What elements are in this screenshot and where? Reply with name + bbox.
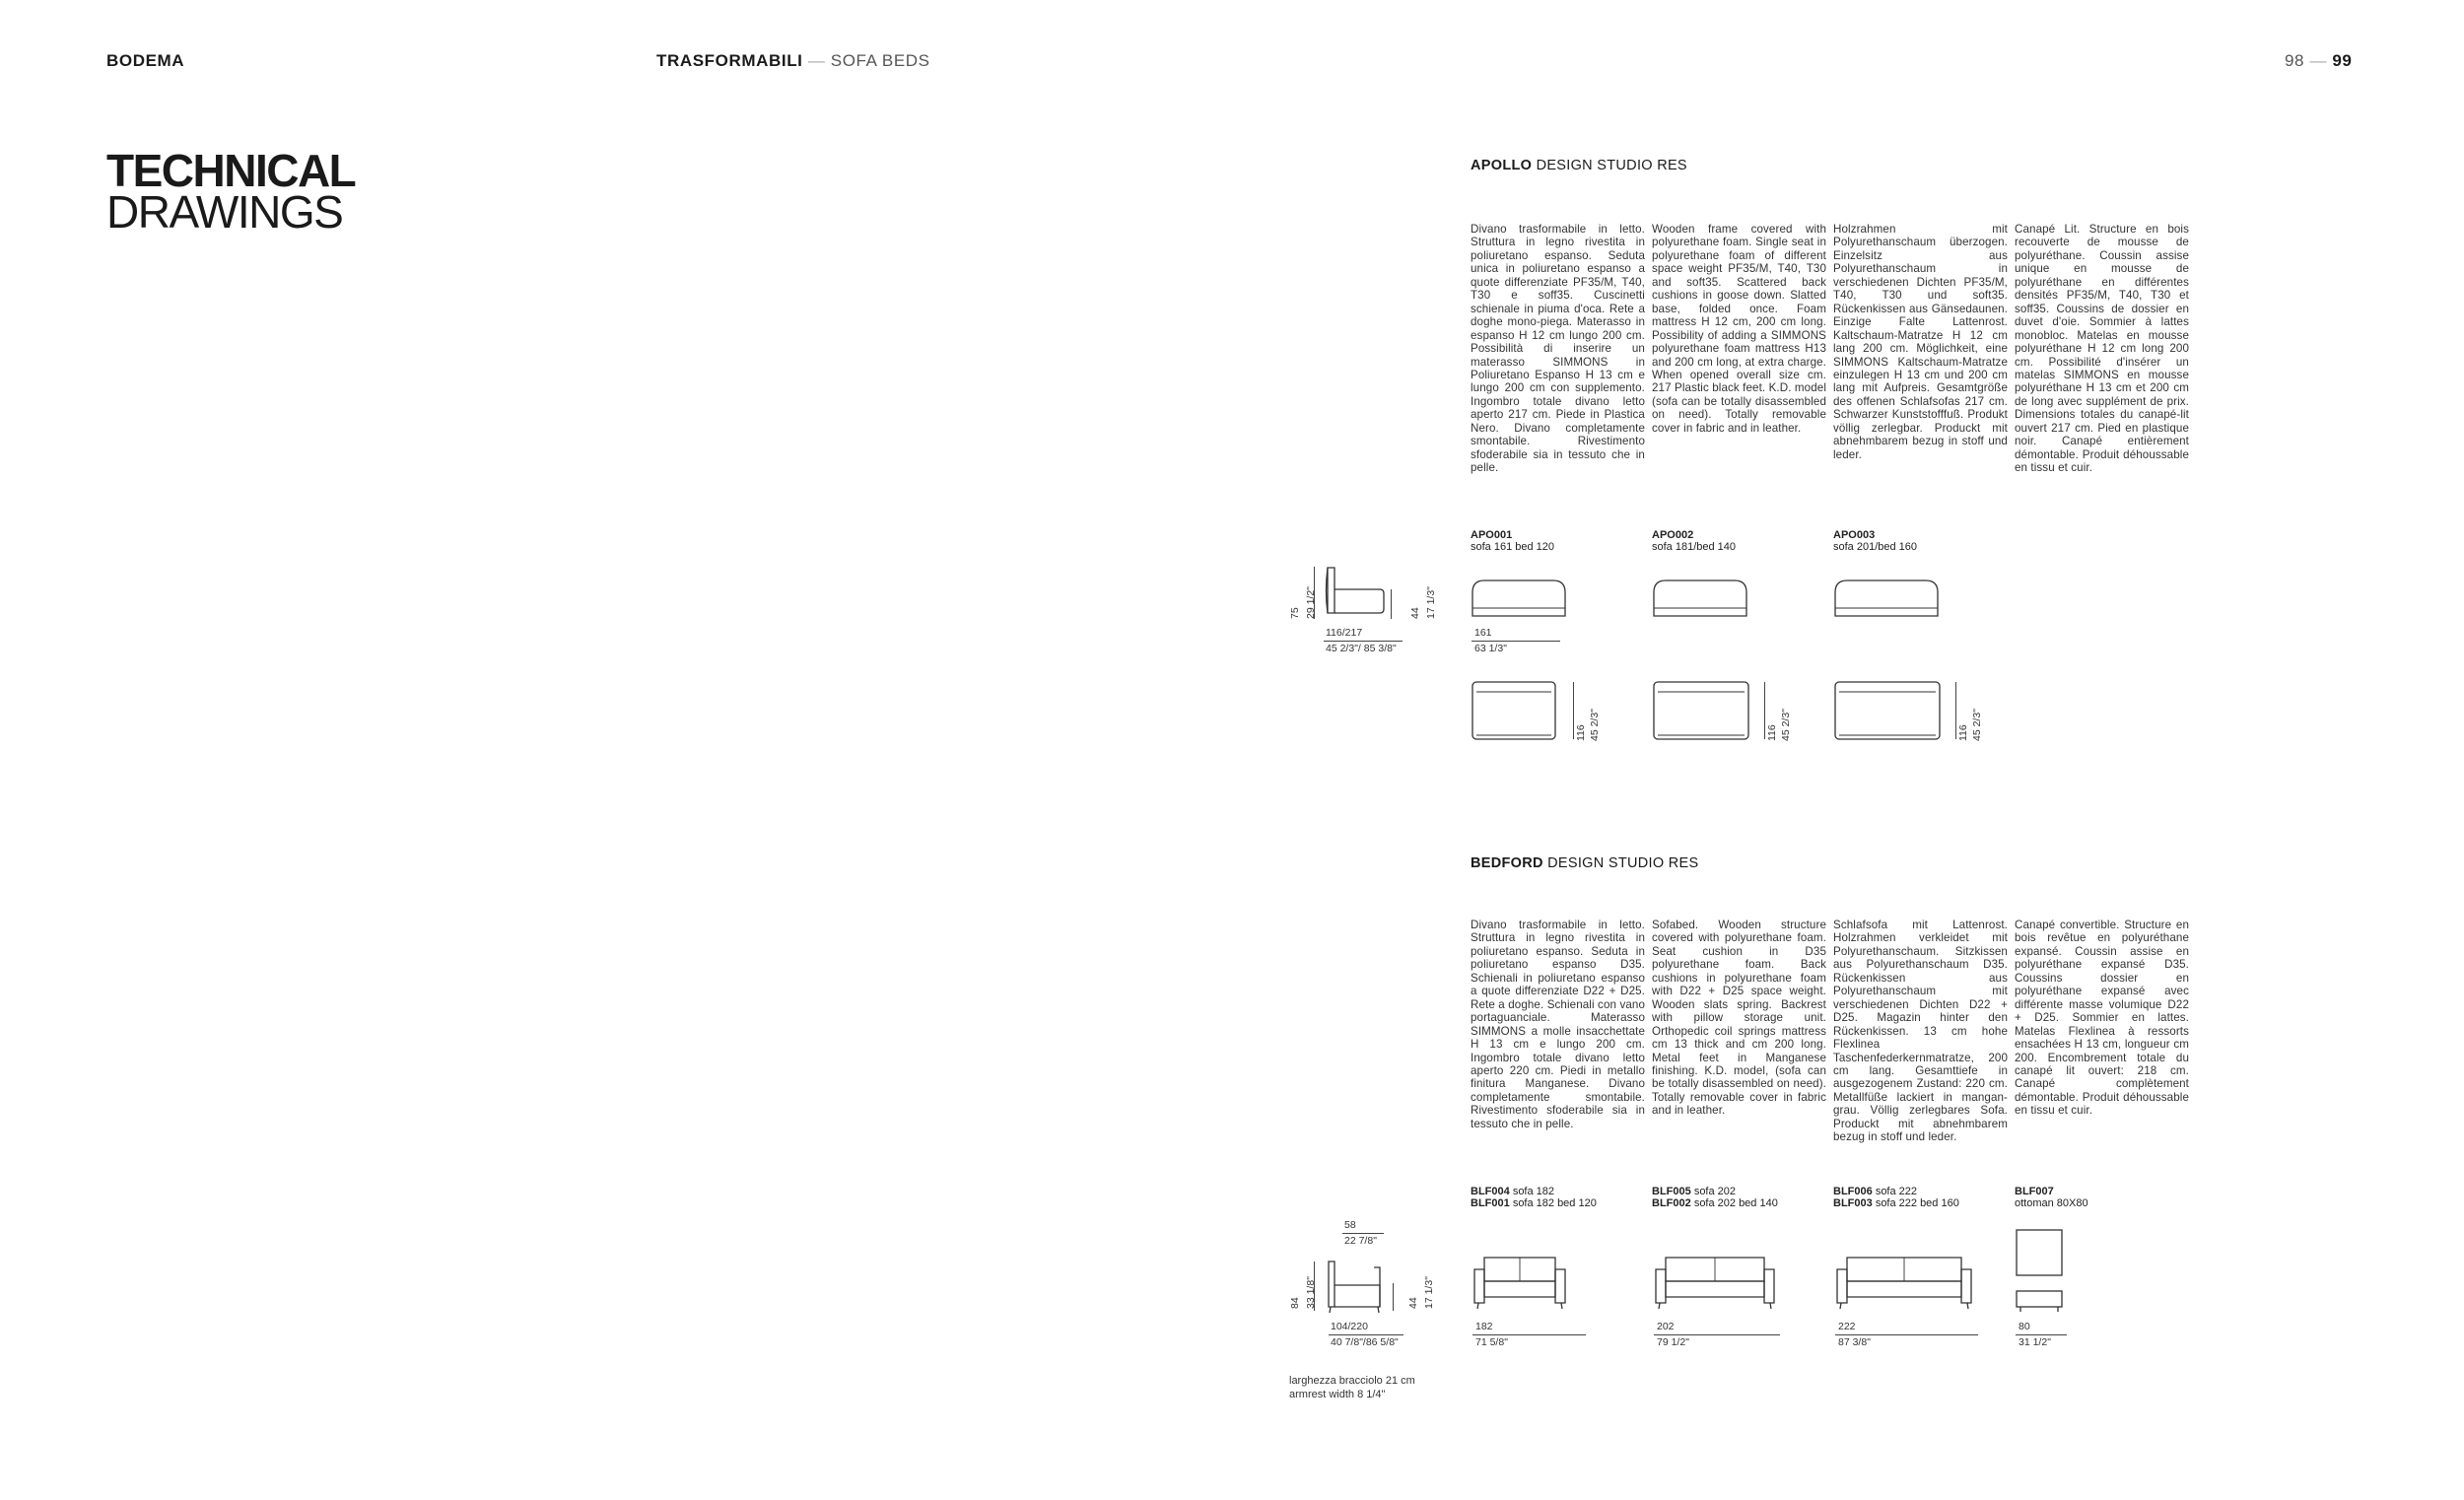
category-label: TRASFORMABILI bbox=[656, 51, 803, 70]
apollo-front-drawing-3 bbox=[1833, 577, 1942, 621]
bedford-width-2-in: 79 1/2" bbox=[1657, 1336, 1689, 1348]
apollo-side-depth: 116/217 bbox=[1326, 627, 1363, 639]
bedford-side-height-in: 33 1/8" bbox=[1305, 1276, 1317, 1309]
bedford-text-it: Divano trasformabile in letto. Struttura in legno rivestita in poliuretano espanso. Seduta in poliuretano espanso D35. Schienali in poliuretano espanso a quote differenziate D22 + D25. Rete a doghe. Schienali con vano portaguanciale. Materasso SIMMONS a molle insacchettate H 13 cm e lungo 200 cm. Ingombro totale divano letto aperto 220 cm. Piedi in metallo finitura Manganese. Divano completamente smontabile. Rivestimento sfoderabile sia in tessuto che in pelle. bbox=[1471, 919, 1645, 1130]
bedford-front-drawing-3 bbox=[1833, 1254, 1981, 1313]
bedford-model-3-desc2: sofa 222 bed 160 bbox=[1875, 1197, 1959, 1209]
bedford-ottoman-drawing bbox=[2015, 1228, 2074, 1317]
subcategory-label: SOFA BEDS bbox=[830, 51, 930, 70]
apollo-side-height-in: 29 1/2" bbox=[1305, 586, 1317, 619]
bedford-ottoman-desc: ottoman 80X80 bbox=[2015, 1197, 2088, 1209]
bedford-model-2-desc2: sofa 202 bed 140 bbox=[1693, 1197, 1778, 1209]
apollo-text-de: Holzrahmen mit Polyurethanschaum überzogen. Einzelsitz aus Polyurethanschaum in verschiedenen Dichten PF35/M, T40, T30 und soft35. Rückenkissen aus Gänsedaunen. Einzige Falte Lattenrost. Kaltschaum-Matratze H 12 cm lang 200 cm. Möglichkeit, eine SIMMONS Kaltschaum-Matratze einzulegen H 13 cm und 200 cm lang mit Aufpreis. Gesamtgröße des offenen Schlafsofas 217 cm. Schwarzer Kunststofffuß. Produkt völlig zerlegbar. Produckt mit abnehmbarem bezug in stoff und leder. bbox=[1833, 223, 2008, 461]
bedford-model-3-code2: BLF003 bbox=[1833, 1197, 1873, 1209]
apollo-designer: DESIGN STUDIO RES bbox=[1536, 158, 1687, 173]
apollo-top-drawing-1 bbox=[1471, 680, 1559, 743]
apollo-top-depth-1-in: 45 2/3" bbox=[1589, 709, 1601, 741]
apollo-top-depth-3-in: 45 2/3" bbox=[1971, 709, 1983, 741]
apollo-model-1-desc: sofa 161 bed 120 bbox=[1471, 541, 1555, 553]
bedford-armrest-it: larghezza bracciolo 21 cm bbox=[1289, 1375, 1415, 1387]
bedford-front-drawing-2 bbox=[1652, 1254, 1780, 1313]
bedford-model-3-desc1: sofa 222 bbox=[1875, 1186, 1918, 1197]
bedford-ottoman-width-in: 31 1/2" bbox=[2019, 1336, 2051, 1348]
bedford-model-3 bbox=[1833, 1186, 1959, 1209]
apollo-width: 161 bbox=[1474, 627, 1492, 639]
bedford-model-2 bbox=[1652, 1186, 1778, 1209]
apollo-front-drawing-2 bbox=[1652, 577, 1750, 621]
brand-name: BODEMA bbox=[106, 51, 185, 70]
bedford-side-top: 58 bbox=[1344, 1219, 1356, 1231]
bedford-side-drawing bbox=[1321, 1260, 1392, 1315]
bedford-ottoman-width: 80 bbox=[2019, 1321, 2030, 1332]
apollo-heading bbox=[1471, 158, 1687, 173]
apollo-top-depth-3: 116 bbox=[1957, 724, 1969, 741]
bedford-armrest-en: armrest width 8 1/4" bbox=[1289, 1389, 1386, 1400]
bedford-model-1-desc1: sofa 182 bbox=[1512, 1186, 1555, 1197]
apollo-text-it: Divano trasformabile in letto. Struttura in legno rivestita in poliuretano espanso. Seduta unica in poliuretano espanso a quote differenziate PF35/M, T40, T30 e soff35. Cuscinetti schienale in piuma d'oca. Rete a doghe mono-piega. Materasso in espanso H 12 cm lungo 200 cm. Possibilità di inserire un materasso SIMMONS in Poliuretano Espanso H 13 cm e lungo 200 cm con supplemento. Ingombro totale divano letto aperto 217 cm. Piede in Plastica Nero. Divano completamente smontabile. Rivestimento sfoderabile sia in tessuto che in pelle. bbox=[1471, 223, 1645, 475]
title-line-1: TECHNICAL bbox=[106, 145, 356, 196]
apollo-model-3-desc: sofa 201/bed 160 bbox=[1833, 541, 1918, 553]
apollo-side-drawing bbox=[1321, 562, 1390, 621]
apollo-model-3 bbox=[1833, 529, 1917, 553]
apollo-side-seat: 44 bbox=[1409, 607, 1421, 619]
apollo-width-in: 63 1/3" bbox=[1474, 643, 1507, 654]
title-line-2: DRAWINGS bbox=[106, 186, 343, 238]
bedford-front-drawing-1 bbox=[1471, 1254, 1579, 1313]
apollo-side-depth-in: 45 2/3"/ 85 3/8" bbox=[1326, 643, 1397, 654]
page-right: 99 bbox=[2332, 51, 2353, 70]
bedford-text-de: Schlafsofa mit Lattenrost. Holzrahmen verkleidet mit Polyurethanschaum. Sitzkissen aus Polyurethanschaum D35. Rückenkissen aus Polyurethanschaum mit verschiedenen Dichten D22 + D25. Magazin hinter den Rückenkissen. 13 cm hohe Flexlinea Taschenfederkernmatratze, 200 cm lang. Gesamttiefe in ausgezogenem Zustand: 220 cm. Metallfüße lackiert in mangan-grau. Völlig zerlegbares Sofa. Produckt mit abnehmbarem bezug in stoff und leder. bbox=[1833, 919, 2008, 1144]
bedford-side-depth: 104/220 bbox=[1331, 1321, 1368, 1332]
page-numbers bbox=[2285, 51, 2352, 71]
page-left: 98 bbox=[2285, 51, 2305, 70]
apollo-text-en: Wooden frame covered with polyurethane foam. Single seat in polyurethane foam of different space weight PF35/M, T40, T30 and soft35. Scattered back cushions in goose down. Slatted base, folded once. Foam mattress H 12 cm, 200 cm long. Possibility of adding a SIMMONS polyurethane foam mattress H13 and 200 cm long, at extra charge. When opened overall size cm. 217 Plastic black feet. K.D. model (sofa can be totally disassembled on need). Totally removable cover in fabric and in leather. bbox=[1652, 223, 1826, 435]
apollo-side-seat-in: 17 1/3" bbox=[1425, 586, 1437, 619]
bedford-model-1-desc2: sofa 182 bed 120 bbox=[1512, 1197, 1597, 1209]
bedford-side-depth-in: 40 7/8"/86 5/8" bbox=[1331, 1336, 1399, 1348]
apollo-top-depth-1: 116 bbox=[1575, 724, 1587, 741]
apollo-top-depth-2-in: 45 2/3" bbox=[1780, 709, 1792, 741]
bedford-heading bbox=[1471, 855, 1698, 871]
bedford-model-3-code1: BLF006 bbox=[1833, 1186, 1873, 1197]
bedford-model-2-code2: BLF002 bbox=[1652, 1197, 1691, 1209]
bedford-name: BEDFORD bbox=[1471, 855, 1543, 871]
bedford-armrest-note bbox=[1289, 1374, 1415, 1401]
bedford-ottoman bbox=[2015, 1186, 2088, 1209]
apollo-top-drawing-2 bbox=[1652, 680, 1750, 743]
apollo-model-1-code: APO001 bbox=[1471, 529, 1513, 541]
bedford-side-seat-in: 17 1/3" bbox=[1423, 1276, 1435, 1309]
apollo-top-drawing-3 bbox=[1833, 680, 1942, 743]
bedford-designer: DESIGN STUDIO RES bbox=[1547, 855, 1699, 871]
bedford-model-1-code2: BLF001 bbox=[1471, 1197, 1510, 1209]
bedford-width-3: 222 bbox=[1838, 1321, 1856, 1332]
apollo-model-2-desc: sofa 181/bed 140 bbox=[1652, 541, 1737, 553]
bedford-side-top-in: 22 7/8" bbox=[1344, 1235, 1377, 1247]
bedford-model-2-code1: BLF005 bbox=[1652, 1186, 1691, 1197]
apollo-text-fr: Canapé Lit. Structure en bois recouverte de mousse de polyuréthane. Coussin assise unique en mousse de polyuréthane en différentes densités PF35/M, T40, T30 et soff35. Coussins de dossier en duvet d'oie. Sommier à lattes monobloc. Matelas en mousse polyuréthane H 12 cm long 200 cm. Possibilité d'insérer un matelas SIMMONS en mousse polyuréthane H 13 cm et 200 cm de long avec supplément de prix. Dimensions totales du canapé-lit ouvert 217 cm. Pied en plastique noir. Canapé entièrement démontable. Produit déhoussable en tissu et cuir. bbox=[2015, 223, 2189, 475]
header-category bbox=[656, 51, 930, 71]
category-separator: — bbox=[807, 51, 826, 70]
bedford-model-2-desc1: sofa 202 bbox=[1693, 1186, 1737, 1197]
bedford-side-seat: 44 bbox=[1407, 1297, 1419, 1309]
apollo-side-height: 75 bbox=[1289, 607, 1301, 619]
apollo-top-depth-2: 116 bbox=[1766, 724, 1778, 741]
bedford-side-height: 84 bbox=[1289, 1297, 1301, 1309]
bedford-model-1 bbox=[1471, 1186, 1597, 1209]
apollo-name: APOLLO bbox=[1471, 158, 1533, 173]
bedford-width-1-in: 71 5/8" bbox=[1475, 1336, 1508, 1348]
apollo-model-1 bbox=[1471, 529, 1554, 553]
bedford-text-en: Sofabed. Wooden structure covered with polyurethane foam. Seat cushion in D35 polyurethane foam. Back cushions in polyurethane foam with D22 + D25 space weight. Wooden slats spring. Backrest with pillow storage unit. Orthopedic coil springs mattress cm 13 thick and cm 200 long. Metal feet in Manganese finishing. K.D. model, (sofa can be totally disassembled on need). Totally removable cover in fabric and in leather. bbox=[1652, 919, 1826, 1118]
bedford-text-fr: Canapé convertible. Structure en bois revêtue en polyuréthane expansé. Coussin assise en polyuréthane expansé D35. Coussins dossier en polyuréthane expansé avec différente masse volumique D22 + D25. Sommier en lattes. Matelas Flexlinea à ressorts ensachées H 13 cm, longueur cm 200. Encombrement totale du canapé lit ouvert: 218 cm. Canapé complètement démontable. Produit déhoussable en tissu et cuir. bbox=[2015, 919, 2189, 1118]
apollo-model-2 bbox=[1652, 529, 1736, 553]
bedford-width-2: 202 bbox=[1657, 1321, 1675, 1332]
bedford-model-1-code1: BLF004 bbox=[1471, 1186, 1510, 1197]
bedford-ottoman-code: BLF007 bbox=[2015, 1186, 2054, 1197]
apollo-model-3-code: APO003 bbox=[1833, 529, 1876, 541]
apollo-front-drawing-1 bbox=[1471, 577, 1569, 621]
page-title bbox=[106, 145, 356, 238]
bedford-width-3-in: 87 3/8" bbox=[1838, 1336, 1871, 1348]
bedford-width-1: 182 bbox=[1475, 1321, 1493, 1332]
apollo-model-2-code: APO002 bbox=[1652, 529, 1694, 541]
page-separator: — bbox=[2309, 51, 2328, 70]
